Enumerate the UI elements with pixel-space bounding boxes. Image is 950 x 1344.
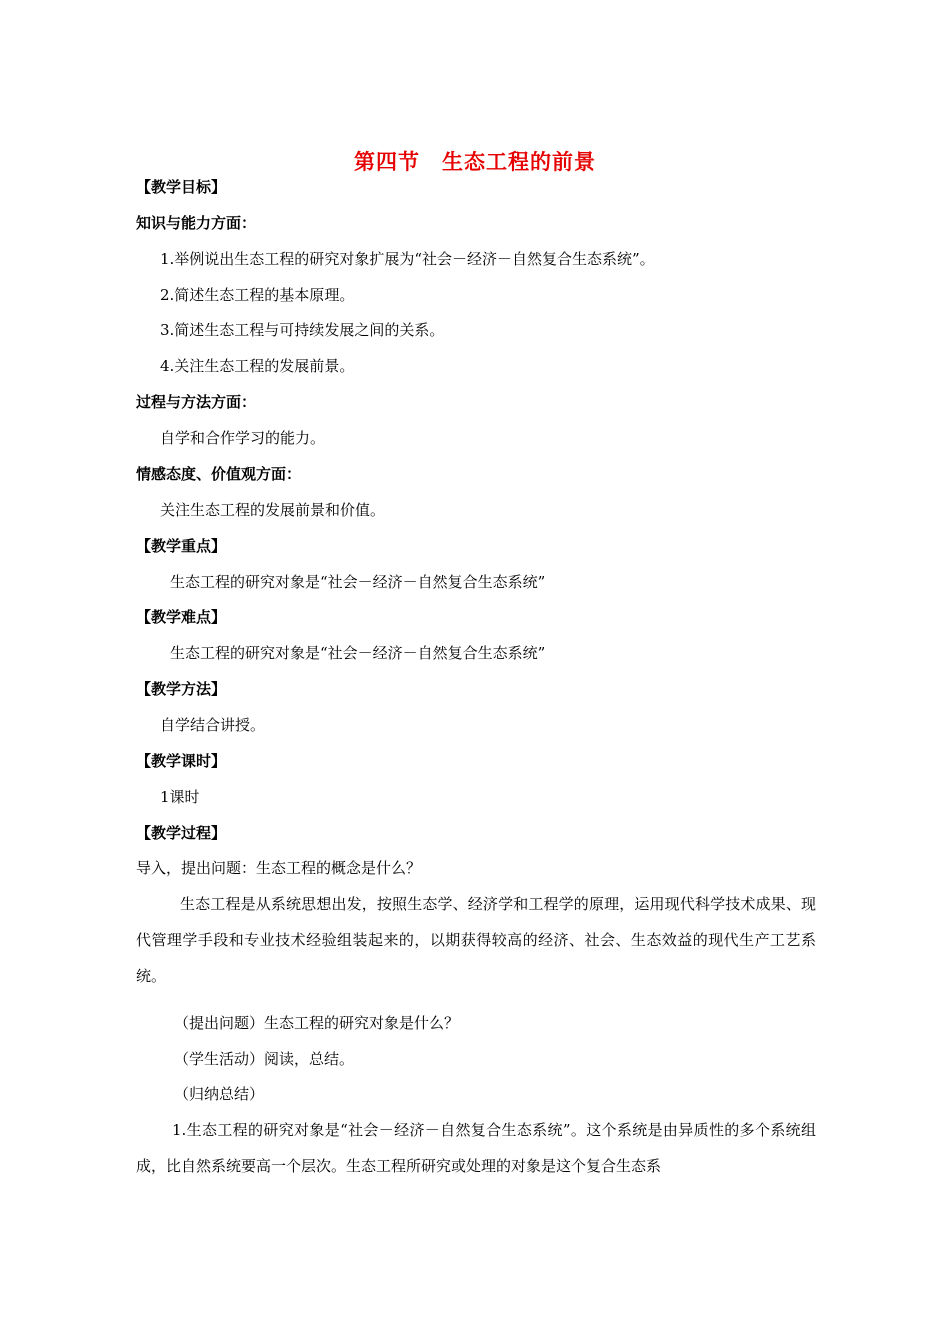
knowledge-item: 1.举例说出生态工程的研究对象扩展为“社会－经济－自然复合生态系统”。 [160,250,655,268]
process-method-heading: 过程与方法方面： [136,393,257,411]
emotion-text: 关注生态工程的发展前景和价值。 [160,501,386,519]
process-method-text: 自学和合作学习的能力。 [160,429,326,447]
method-text: 自学结合讲授。 [160,716,266,734]
teaching-process-heading: 【教学过程】 [136,824,227,842]
knowledge-item: 3.简述生态工程与可持续发展之间的关系。 [160,321,445,339]
definition-paragraph: 生态工程是从系统思想出发，按照生态学、经济学和工程学的原理，运用现代科学技术成果、现代管理学手段和专业技术经验组装起来的，以期获得较高的经济、社会、生态效益的现代生产工艺系统。 [136,895,816,985]
knowledge-heading: 知识与能力方面： [136,214,257,232]
summary-paragraph: 1.生态工程的研究对象是“社会－经济－自然复合生态系统”。这个系统是由异质性的多个系统组成，比自然系统要高一个层次。生态工程所研究或处理的对象是这个复合生态系 [136,1121,816,1175]
activity-text: （学生活动）阅读，总结。 [174,1050,355,1068]
intro-question: 导入，提出问题：生态工程的概念是什么？ [136,859,422,877]
method-heading: 【教学方法】 [136,680,227,698]
knowledge-item: 2.简述生态工程的基本原理。 [160,286,355,304]
difficulty-text: 生态工程的研究对象是“社会－经济－自然复合生态系统” [170,644,546,662]
knowledge-item: 4.关注生态工程的发展前景。 [160,357,355,375]
goals-heading: 【教学目标】 [136,178,227,196]
key-point-heading: 【教学重点】 [136,537,227,555]
page-title: 第四节 生态工程的前景 [354,150,596,174]
key-point-text: 生态工程的研究对象是“社会－经济－自然复合生态系统” [170,573,546,591]
question-text: （提出问题）生态工程的研究对象是什么？ [174,1014,460,1032]
difficulty-heading: 【教学难点】 [136,608,227,626]
emotion-heading: 情感态度、价值观方面： [136,465,302,483]
summary-label: （归纳总结） [174,1085,265,1103]
hours-heading: 【教学课时】 [136,752,227,770]
hours-text: 1课时 [160,788,200,806]
